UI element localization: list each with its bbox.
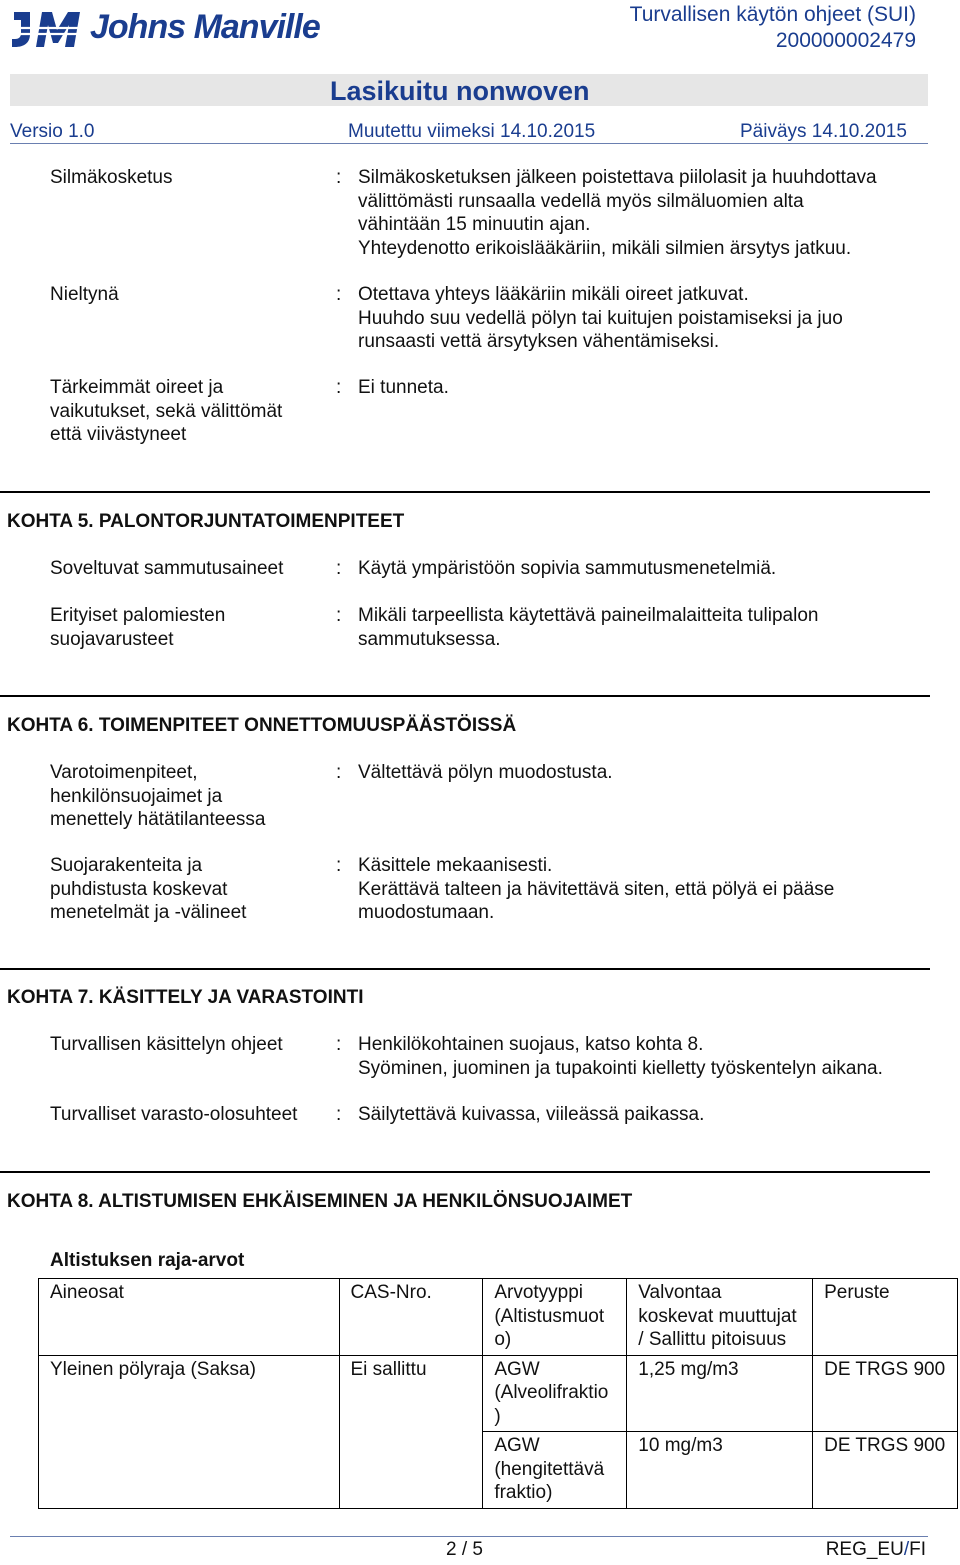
firefighter-equipment-value: [358, 604, 938, 651]
precautions-label: [50, 761, 320, 832]
table-row: [39, 1432, 958, 1509]
colon: :: [336, 558, 342, 579]
header-divider: [10, 143, 928, 144]
issue-date: Päiväys 14.10.2015: [740, 121, 907, 142]
region-code: [826, 1538, 926, 1562]
text-line: Syöminen, juominen ja tupakointi kielletty työskentelyn aikana.: [358, 1057, 883, 1079]
section-6-heading: KOHTA 6. TOIMENPITEET ONNETTOMUUSPÄÄSTÖISSÄ: [7, 715, 517, 736]
table-cell: Yleinen pölyraja (Saksa): [39, 1355, 340, 1432]
cleanup-value: [358, 854, 938, 925]
revised-date: Muutettu viimeksi 14.10.2015: [348, 121, 596, 142]
text-line: Huuhdo suu vedellä pölyn tai kuitujen poistamiseksi ja juo: [358, 307, 843, 329]
document-info: [630, 2, 916, 54]
ingestion-value: [358, 283, 938, 354]
product-title: Lasikuitu nonwoven: [330, 76, 590, 106]
section-divider: [0, 491, 930, 493]
text-line: puhdistusta koskevat: [50, 878, 228, 900]
colon: :: [336, 855, 342, 876]
colon: :: [336, 1034, 342, 1055]
cleanup-label: [50, 854, 320, 925]
text-line: Käsittele mekaanisesti.: [358, 855, 553, 876]
title-bar: [10, 74, 928, 106]
text-line: vähintään 15 minuutin ajan.: [358, 214, 591, 235]
table-cell: 1,25 mg/m3: [627, 1355, 813, 1432]
ingestion-label: Nieltynä: [50, 284, 119, 305]
safe-handling-value: [358, 1033, 953, 1080]
storage-conditions-value: Säilytettävä kuivassa, viileässä paikassa.: [358, 1104, 705, 1125]
text-line: Yhteydenotto erikoislääkäriin, mikäli silmien ärsytys jatkuu.: [358, 237, 852, 259]
table-cell: Ei sallittu: [339, 1355, 483, 1432]
text-line: menettely hätätilanteessa: [50, 809, 266, 830]
text-line: Kerättävä talteen ja hävitettävä siten, että pölyä ei pääse: [358, 878, 835, 900]
text-line: välittömästi runsaalla vedellä myös silmäluomien alta: [358, 190, 804, 212]
colon: :: [336, 1104, 342, 1125]
table-cell: 10 mg/m3: [627, 1432, 813, 1509]
table-cell: [39, 1432, 340, 1509]
company-logo: [10, 4, 320, 52]
page-number: 2 / 5: [446, 1539, 483, 1560]
text-line: Tärkeimmät oireet ja: [50, 377, 224, 398]
text-line: Silmäkosketuksen jälkeen poistettava piilolasit ja huuhdottava: [358, 167, 877, 188]
document-number: 200000002479: [775, 29, 916, 52]
text-line: Varotoimenpiteet,: [50, 762, 198, 783]
table-header: Aineosat: [39, 1279, 340, 1356]
region-separator: /: [903, 1539, 910, 1560]
text-line: menetelmät ja -välineet: [50, 902, 247, 923]
table-cell: AGW (Alveolifraktio ): [483, 1355, 627, 1432]
text-line: vaikutukset, sekä välittömät: [50, 400, 283, 422]
text-line: Otettava yhteys lääkäriin mikäli oireet jatkuvat.: [358, 284, 749, 305]
text-line: että viivästyneet: [50, 424, 187, 445]
safe-handling-label: Turvallisen käsittelyn ohjeet: [50, 1034, 283, 1055]
table-header-row: [39, 1279, 958, 1356]
colon: :: [336, 762, 342, 783]
colon: :: [336, 284, 342, 305]
section-5-heading: KOHTA 5. PALONTORJUNTATOIMENPITEET: [7, 511, 405, 532]
exposure-limits-table: [38, 1278, 958, 1509]
text-line: Henkilökohtainen suojaus, katso kohta 8.: [358, 1034, 704, 1055]
text-line: henkilönsuojaimet ja: [50, 785, 223, 807]
storage-conditions-label: Turvalliset varasto-olosuhteet: [50, 1104, 298, 1125]
table-cell: DE TRGS 900: [813, 1355, 958, 1432]
section-divider: [0, 1171, 930, 1173]
table-cell: [339, 1432, 483, 1509]
brand-name: Johns Manville: [90, 8, 320, 47]
symptoms-label: [50, 376, 320, 447]
document-type: Turvallisen käytön ohjeet (SUI): [629, 3, 916, 26]
colon: :: [336, 167, 342, 188]
region-left: REG_EU: [825, 1539, 904, 1560]
text-line: suojavarusteet: [50, 628, 174, 650]
colon: :: [336, 377, 342, 398]
firefighter-equipment-label: [50, 604, 320, 651]
table-cell: DE TRGS 900: [813, 1432, 958, 1509]
text-line: Mikäli tarpeellista käytettävä paineilmalaitteita tulipalon: [358, 605, 819, 626]
table-header: Valvontaa koskevat muuttujat / Sallittu pitoisuus: [627, 1279, 813, 1356]
colon: :: [336, 605, 342, 626]
extinguishing-media-label: Soveltuvat sammutusaineet: [50, 558, 284, 579]
table-row: [39, 1355, 958, 1432]
symptoms-value: Ei tunneta.: [358, 377, 449, 398]
table-cell: AGW (hengitettävä fraktio): [483, 1432, 627, 1509]
table-header: Arvotyyppi (Altistusmuot o): [483, 1279, 627, 1356]
footer-divider: [10, 1536, 928, 1537]
text-line: Erityiset palomiesten: [50, 605, 226, 626]
text-line: runsaasti vettä ärsytyksen vähentämiseksi.: [358, 331, 720, 352]
region-right: FI: [909, 1539, 926, 1560]
table-header: CAS-Nro.: [339, 1279, 483, 1356]
section-8-heading: KOHTA 8. ALTISTUMISEN EHKÄISEMINEN JA HENKILÖNSUOJAIMET: [7, 1191, 633, 1212]
precautions-value: Vältettävä pölyn muodostusta.: [358, 762, 613, 783]
text-line: sammutuksessa.: [358, 628, 501, 650]
section-divider: [0, 695, 930, 697]
section-7-heading: KOHTA 7. KÄSITTELY JA VARASTOINTI: [7, 987, 364, 1008]
eye-contact-label: Silmäkosketus: [50, 167, 173, 188]
exposure-limits-subheading: Altistuksen raja-arvot: [50, 1250, 245, 1271]
text-line: Suojarakenteita ja: [50, 855, 203, 876]
extinguishing-media-value: Käytä ympäristöön sopivia sammutusmenetelmiä.: [358, 558, 777, 579]
section-divider: [0, 968, 930, 970]
version: Versio 1.0: [10, 121, 95, 142]
table-header: Peruste: [813, 1279, 958, 1356]
eye-contact-value: [358, 166, 938, 260]
text-line: muodostumaan.: [358, 902, 495, 923]
jm-logo-icon: [10, 6, 84, 50]
